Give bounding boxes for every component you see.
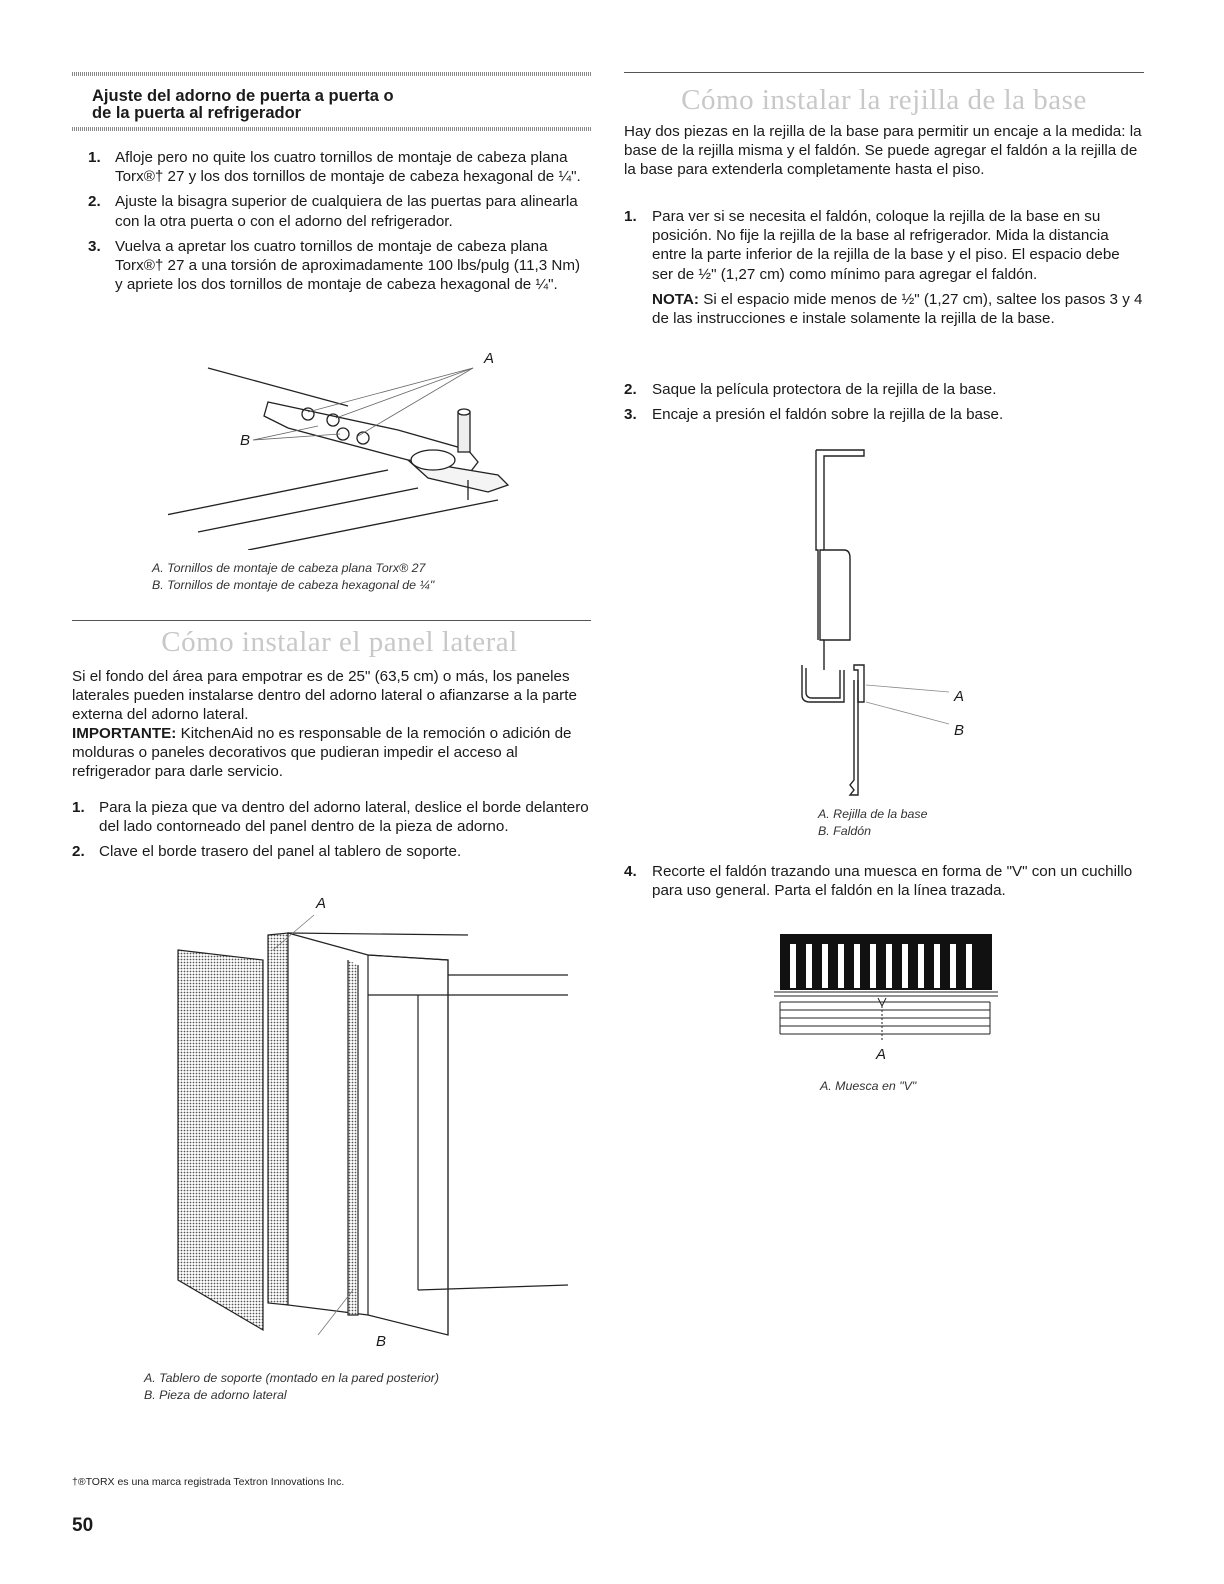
callout-b: B [376, 1333, 387, 1350]
grille-caption [818, 806, 1118, 840]
grille-steps [624, 380, 1144, 430]
list-item: 1. Para la pieza que va dentro del adorno lateral, deslice el borde delantero del lado contorneado del panel dentro de la pieza de adorno. [72, 799, 589, 836]
section-divider [624, 72, 1144, 73]
subheading [88, 88, 591, 122]
caption-a: A. Rejilla de la base [818, 807, 928, 821]
caption-a: A. Tornillos de montaje de cabeza plana Torx® 27 [152, 561, 426, 575]
important-paragraph: IMPORTANTE: KitchenAid no es responsable de la remoción o adición de molduras o paneles decorativos que pudieran impedir el acceso al refrigerador para darle servicio. [72, 725, 572, 781]
side-panel-caption [144, 1370, 584, 1404]
side-panel-illustration [168, 895, 588, 1355]
intro-paragraph: Hay dos piezas en la rejilla de la base para permitir un encaje a la medida: la base de la rejilla misma y el faldón. Se puede agregar el faldón a la rejilla de la base para extenderla completamente hasta el piso. [624, 123, 1142, 179]
grille-figure [784, 440, 984, 800]
top-divider [72, 72, 591, 76]
callout-b: B [240, 432, 251, 449]
step-1: 1. Para ver si se necesita el faldón, coloque la rejilla de la base en su posición. No fije la rejilla de la base al refrigerador. Mida la distancia entre la parte inferior de la rejilla de la base y el piso. El espacio debe ser de ½" (1,27 cm) como mínimo para agregar el faldón. NOTA: Si el espacio mide menos de ½" (1,27 cm), saltee los pasos 3 y 4 de las instrucciones e instale solamente la rejilla de la base. [624, 208, 1143, 328]
list-item: 3. Vuelva a apretar los cuatro tornillos de montaje de cabeza plana Torx®† 27 a una torsión de aproximadamente 100 lbs/pulg (11,3 Nm) y apriete los dos tornillos de montaje de cabeza hexagonal de ¼". [88, 237, 581, 294]
page-number: 50 [72, 1515, 94, 1536]
caption-a: A. Tablero de soporte (montado en la pared posterior) [144, 1371, 440, 1385]
hinge-steps [88, 148, 591, 300]
notch-illustration [774, 930, 1004, 1040]
step-4: 4. Recorte el faldón trazando una muesca en forma de "V" con un cuchillo para uso general. Parta el faldón en la línea trazada. [624, 863, 1133, 900]
note-paragraph: NOTA: Si el espacio mide menos de ½" (1,27 cm), saltee los pasos 3 y 4 de las instrucciones e instale solamente la rejilla de la base. [652, 290, 1143, 328]
section-title-base-grille: Cómo instalar la rejilla de la base [681, 84, 1087, 116]
section-title-side-panel: Cómo instalar el panel lateral [161, 626, 518, 658]
notch-figure [774, 930, 1004, 1040]
footnote: †®TORX es una marca registrada Textron Innovations Inc. [72, 1476, 345, 1488]
callout-a: A [954, 688, 965, 705]
list-item: 3. Encaje a presión el faldón sobre la rejilla de la base. [624, 406, 1004, 424]
list-item: 2. Ajuste la bisagra superior de cualquiera de las puertas para alinearla con la otra puerta o con el adorno del refrigerador. [88, 193, 578, 230]
subheading-line-2: de la puerta al refrigerador [92, 104, 302, 122]
caption-b: B. Pieza de adorno lateral [144, 1388, 287, 1402]
section-divider [72, 620, 591, 621]
hinge-caption [152, 560, 572, 594]
callout-a: A [484, 350, 495, 367]
hinge-figure [168, 350, 528, 550]
side-panel-figure [168, 895, 588, 1355]
list-item: 2. Saque la película protectora de la rejilla de la base. [624, 381, 997, 398]
list-item: 2. Clave el borde trasero del panel al tablero de soporte. [72, 843, 462, 861]
subheading-line-1: Ajuste del adorno de puerta a puerta o [92, 87, 394, 105]
notch-caption: A. Muesca en "V" [820, 1079, 917, 1093]
list-item: 1. Afloje pero no quite los cuatro tornillos de montaje de cabeza plana Torx®† 27 y los dos tornillos de montaje de cabeza hexagonal de ¼". [88, 149, 581, 186]
intro-paragraph: Si el fondo del área para empotrar es de 25" (63,5 cm) o más, los paneles laterales pueden instalarse dentro del adorno lateral o afianzarse a la parte externa del adorno lateral. [72, 668, 577, 724]
caption-b: B. Tornillos de montaje de cabeza hexagonal de ¼" [152, 578, 435, 592]
panel-steps [72, 798, 591, 868]
grille-profile-illustration [784, 440, 984, 800]
callout-a: A [316, 895, 327, 912]
caption-b: B. Faldón [818, 824, 872, 838]
hinge-illustration [168, 350, 528, 550]
callout-b: B [954, 722, 965, 739]
subheading-divider [72, 127, 591, 131]
callout-a: A [876, 1046, 887, 1063]
